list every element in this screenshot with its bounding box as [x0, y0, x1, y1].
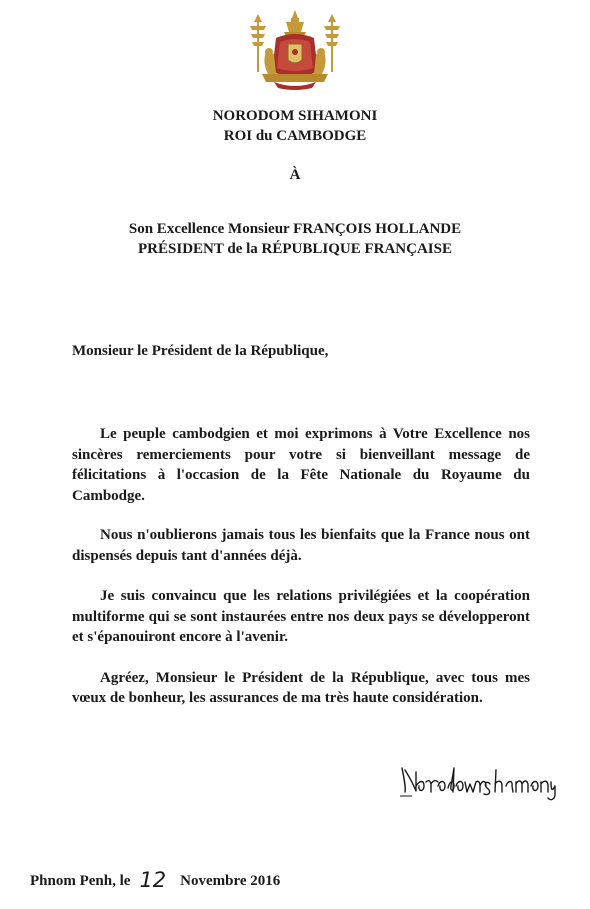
recipient-block	[0, 219, 590, 259]
signature	[398, 758, 558, 802]
dateline-month-year: Novembre 2016	[180, 873, 281, 889]
body-paragraph: Agréez, Monsieur le Président de la République, avec tous mes vœux de bonheur, les assurances de ma très haute considération.	[72, 669, 530, 706]
recipient-title: PRÉSIDENT de la RÉPUBLIQUE FRANÇAISE	[138, 241, 452, 257]
body-paragraph: Nous n'oublierons jamais tous les bienfaits que la France nous ont dispensés depuis tant d'années déjà.	[72, 527, 530, 564]
salutation: Monsieur le Président de la République,	[72, 343, 329, 359]
dateline-day: 12	[139, 868, 167, 892]
body-paragraph: Le peuple cambodgien et moi exprimons à Votre Excellence nos sincères remerciements pour votre si bienveillant message de félicitations à l'occasion de la Fête Nationale du Royaume du Cambodge.	[72, 426, 530, 504]
sender-title: ROI du CAMBODGE	[223, 128, 367, 144]
sender-name: NORODOM SIHAMONI	[212, 108, 378, 124]
dateline-place: Phnom Penh, le	[30, 873, 131, 889]
letter-body	[72, 424, 530, 729]
royal-arms-of-cambodia-icon	[236, 8, 354, 92]
body-paragraph: Je suis convaincu que les relations privilégiées et la coopération multiforme qui se sont instaurées entre nos deux pays se développeront et s'épanouiront encore à l'avenir.	[72, 588, 530, 645]
sender-block	[0, 106, 590, 146]
recipient-name: Son Excellence Monsieur FRANÇOIS HOLLANDE	[128, 221, 462, 237]
dateline	[30, 866, 280, 890]
addressee-preposition: À	[289, 167, 301, 183]
